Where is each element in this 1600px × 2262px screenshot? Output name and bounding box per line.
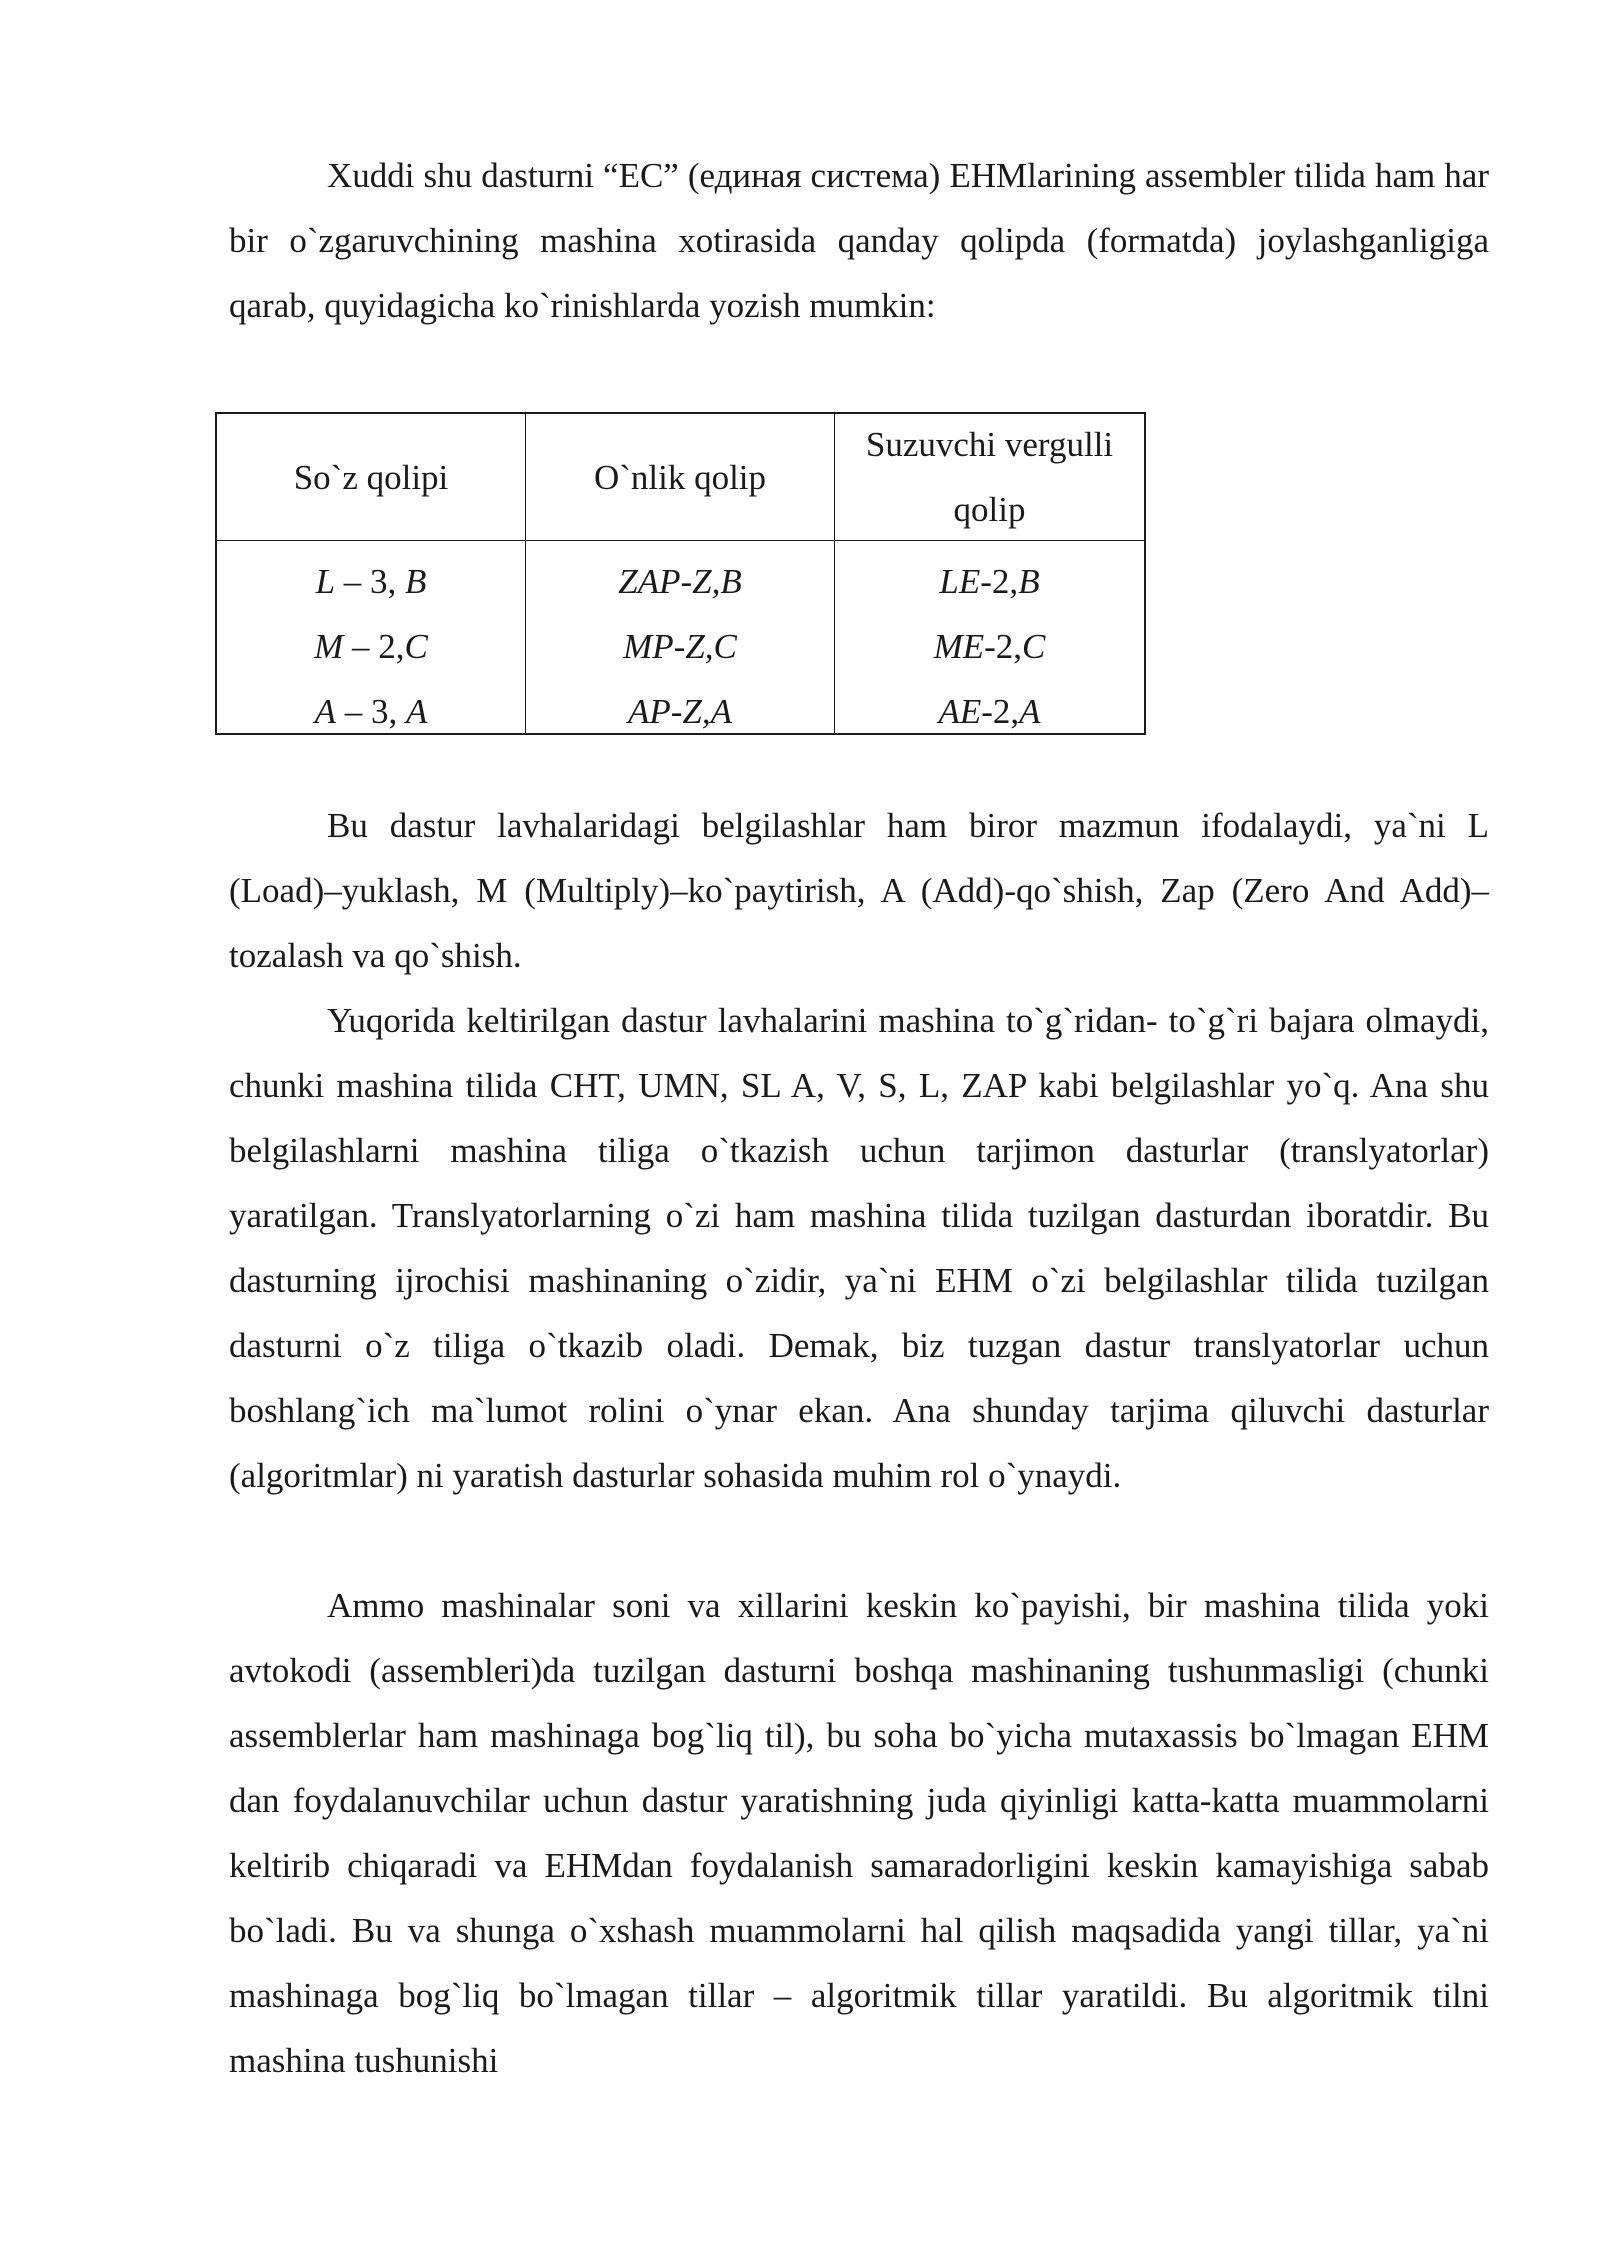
table-line: ZAP-Z,B xyxy=(618,562,742,601)
paragraph-intro: Xuddi shu dasturni “EC” (единая система) EHMlarining assembler tilida ham har bir o`zgaruvchining mashina xotirasida qanday qolipda (formatda) joylashganligiga qarab, quyidagicha ko`rinishlarda yozish mumkin: xyxy=(229,156,1489,325)
table-header-word-format: So`z qolipi xyxy=(217,414,526,541)
paragraph-mnemonics: Bu dastur lavhalaridagi belgilashlar ham biror mazmun ifodalaydi, ya`ni L (Load)–yuklash, M (Multiply)–ko`paytirish, A (Add)-qo`shish, Zap (Zero And Add)–tozalash va qo`shish. xyxy=(229,806,1489,975)
table-header-floating-point-format: Suzuvchi vergulli qolip xyxy=(835,414,1144,541)
table-header-decimal-format: O`nlik qolip xyxy=(526,414,835,541)
table-cell-word-format xyxy=(217,541,526,733)
table-line: M – 2,C xyxy=(314,627,428,666)
table-line: AP-Z,A xyxy=(627,692,732,731)
table-line: AE-2,A xyxy=(938,692,1041,731)
table-line: A – 3, A xyxy=(314,692,428,731)
table-cell-floating-point-format xyxy=(835,541,1144,733)
table-cell-decimal-format xyxy=(526,541,835,733)
table-line: LE-2,B xyxy=(939,562,1040,601)
format-table xyxy=(215,412,1146,735)
table-line: ME-2,C xyxy=(933,627,1046,666)
paragraph-algorithmic-languages: Ammo mashinalar soni va xillarini keskin ko`payishi, bir mashina tilida yoki avtokodi (assembleri)da tuzilgan dasturni boshqa mashinaning tushunmasligi (chunki assemblerlar ham mashinaga bog`liq til), bu soha bo`yicha mutaxassis bo`lmagan EHM dan foydalanuvchilar uchun dastur yaratishning juda qiyinligi katta-katta muammolarni keltirib chiqaradi va EHMdan foydalanish samaradorligini keskin kamayishiga sabab bo`ladi. Bu va shunga o`xshash muammolarni hal qilish maqsadida yangi tillar, ya`ni mashinaga bog`liq bo`lmagan tillar – algoritmik tillar yaratildi. Bu algoritmik tilni mashina tushunishi xyxy=(229,1586,1489,2080)
table-line: MP-Z,C xyxy=(623,627,737,666)
table-line: L – 3, B xyxy=(315,562,427,601)
paragraph-translators: Yuqorida keltirilgan dastur lavhalarini mashina to`g`ridan- to`g`ri bajara olmaydi, chunki mashina tilida CHT, UMN, SL A, V, S, L, ZAP kabi belgilashlar yo`q. Ana shu belgilashlarni mashina tiliga o`tkazish uchun tarjimon dasturlar (translyatorlar) yaratilgan. Translyatorlarning o`zi ham mashina tilida tuzilgan dasturdan iboratdir. Bu dasturning ijrochisi mashinaning o`zidir, ya`ni EHM o`zi belgilashlar tilida tuzilgan dasturni o`z tiliga o`tkazib oladi. Demak, biz tuzgan dastur translyatorlar uchun boshlang`ich ma`lumot rolini o`ynar ekan. Ana shunday tarjima qiluvchi dasturlar (algoritmlar) ni yaratish dasturlar sohasida muhim rol o`ynaydi. xyxy=(229,1001,1489,1495)
